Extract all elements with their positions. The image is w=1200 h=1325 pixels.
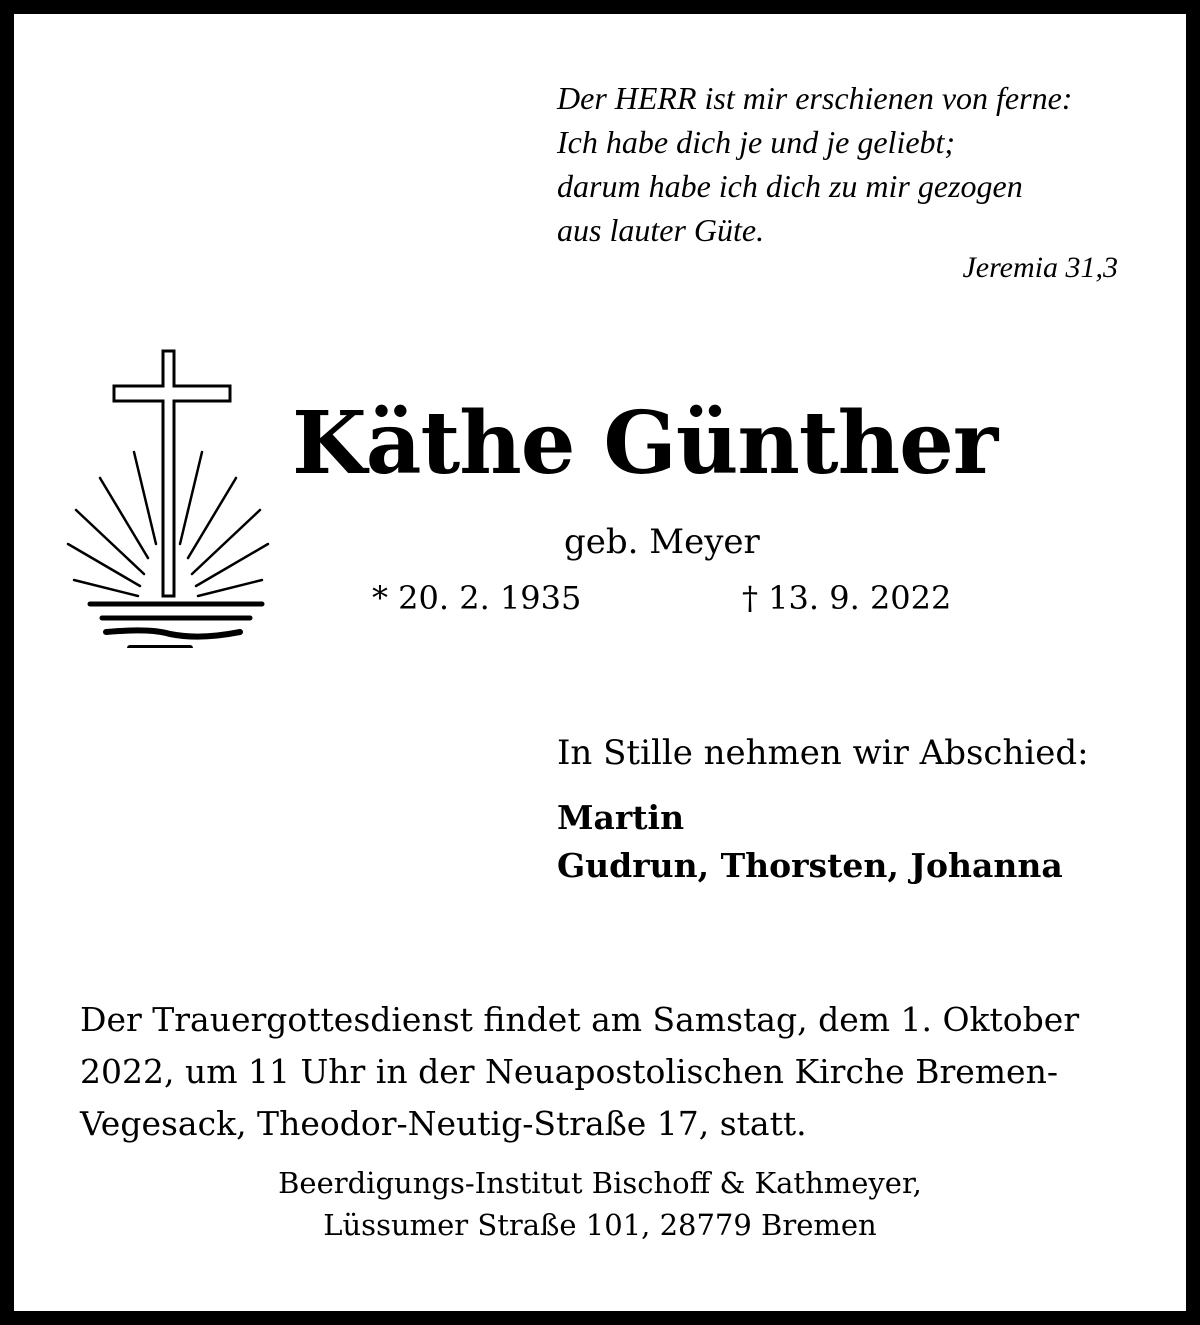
verse-line: Ich habe dich je und je geliebt;: [557, 124, 956, 160]
verse-line: darum habe ich dich zu mir gezogen: [557, 168, 1023, 204]
service-announcement: [80, 994, 1122, 1150]
maiden-name: geb. Meyer: [564, 522, 760, 562]
death-date: † 13. 9. 2022: [742, 579, 952, 617]
bible-verse: [557, 76, 1127, 252]
obituary-notice: [14, 14, 1186, 1311]
verse-reference: Jeremia 31,3: [962, 251, 1118, 284]
service-line: Der Trauergottesdienst findet am Samstag, dem 1. Oktober: [80, 1000, 1080, 1039]
mourner-line: Gudrun, Thorsten, Johanna: [557, 846, 1063, 885]
mourners-list: [557, 794, 1063, 890]
cross-sunrise-icon: [50, 348, 280, 648]
farewell-heading: In Stille nehmen wir Abschied:: [557, 733, 1089, 773]
funeral-home-line: Lüssumer Straße 101, 28779 Bremen: [323, 1208, 877, 1242]
funeral-home-line: Beerdigungs-Institut Bischoff & Kathmeyer,: [278, 1166, 922, 1200]
deceased-name: Käthe Günther: [292, 393, 998, 494]
verse-line: aus lauter Güte.: [557, 212, 765, 248]
verse-line: Der HERR ist mir erschienen von ferne:: [557, 80, 1073, 116]
birth-date: * 20. 2. 1935: [372, 579, 582, 617]
service-line: Vegesack, Theodor-Neutig-Straße 17, statt.: [80, 1104, 807, 1143]
service-line: 2022, um 11 Uhr in der Neuapostolischen Kirche Bremen-: [80, 1052, 1058, 1091]
funeral-home: [14, 1162, 1186, 1246]
mourner-line: Martin: [557, 798, 685, 837]
